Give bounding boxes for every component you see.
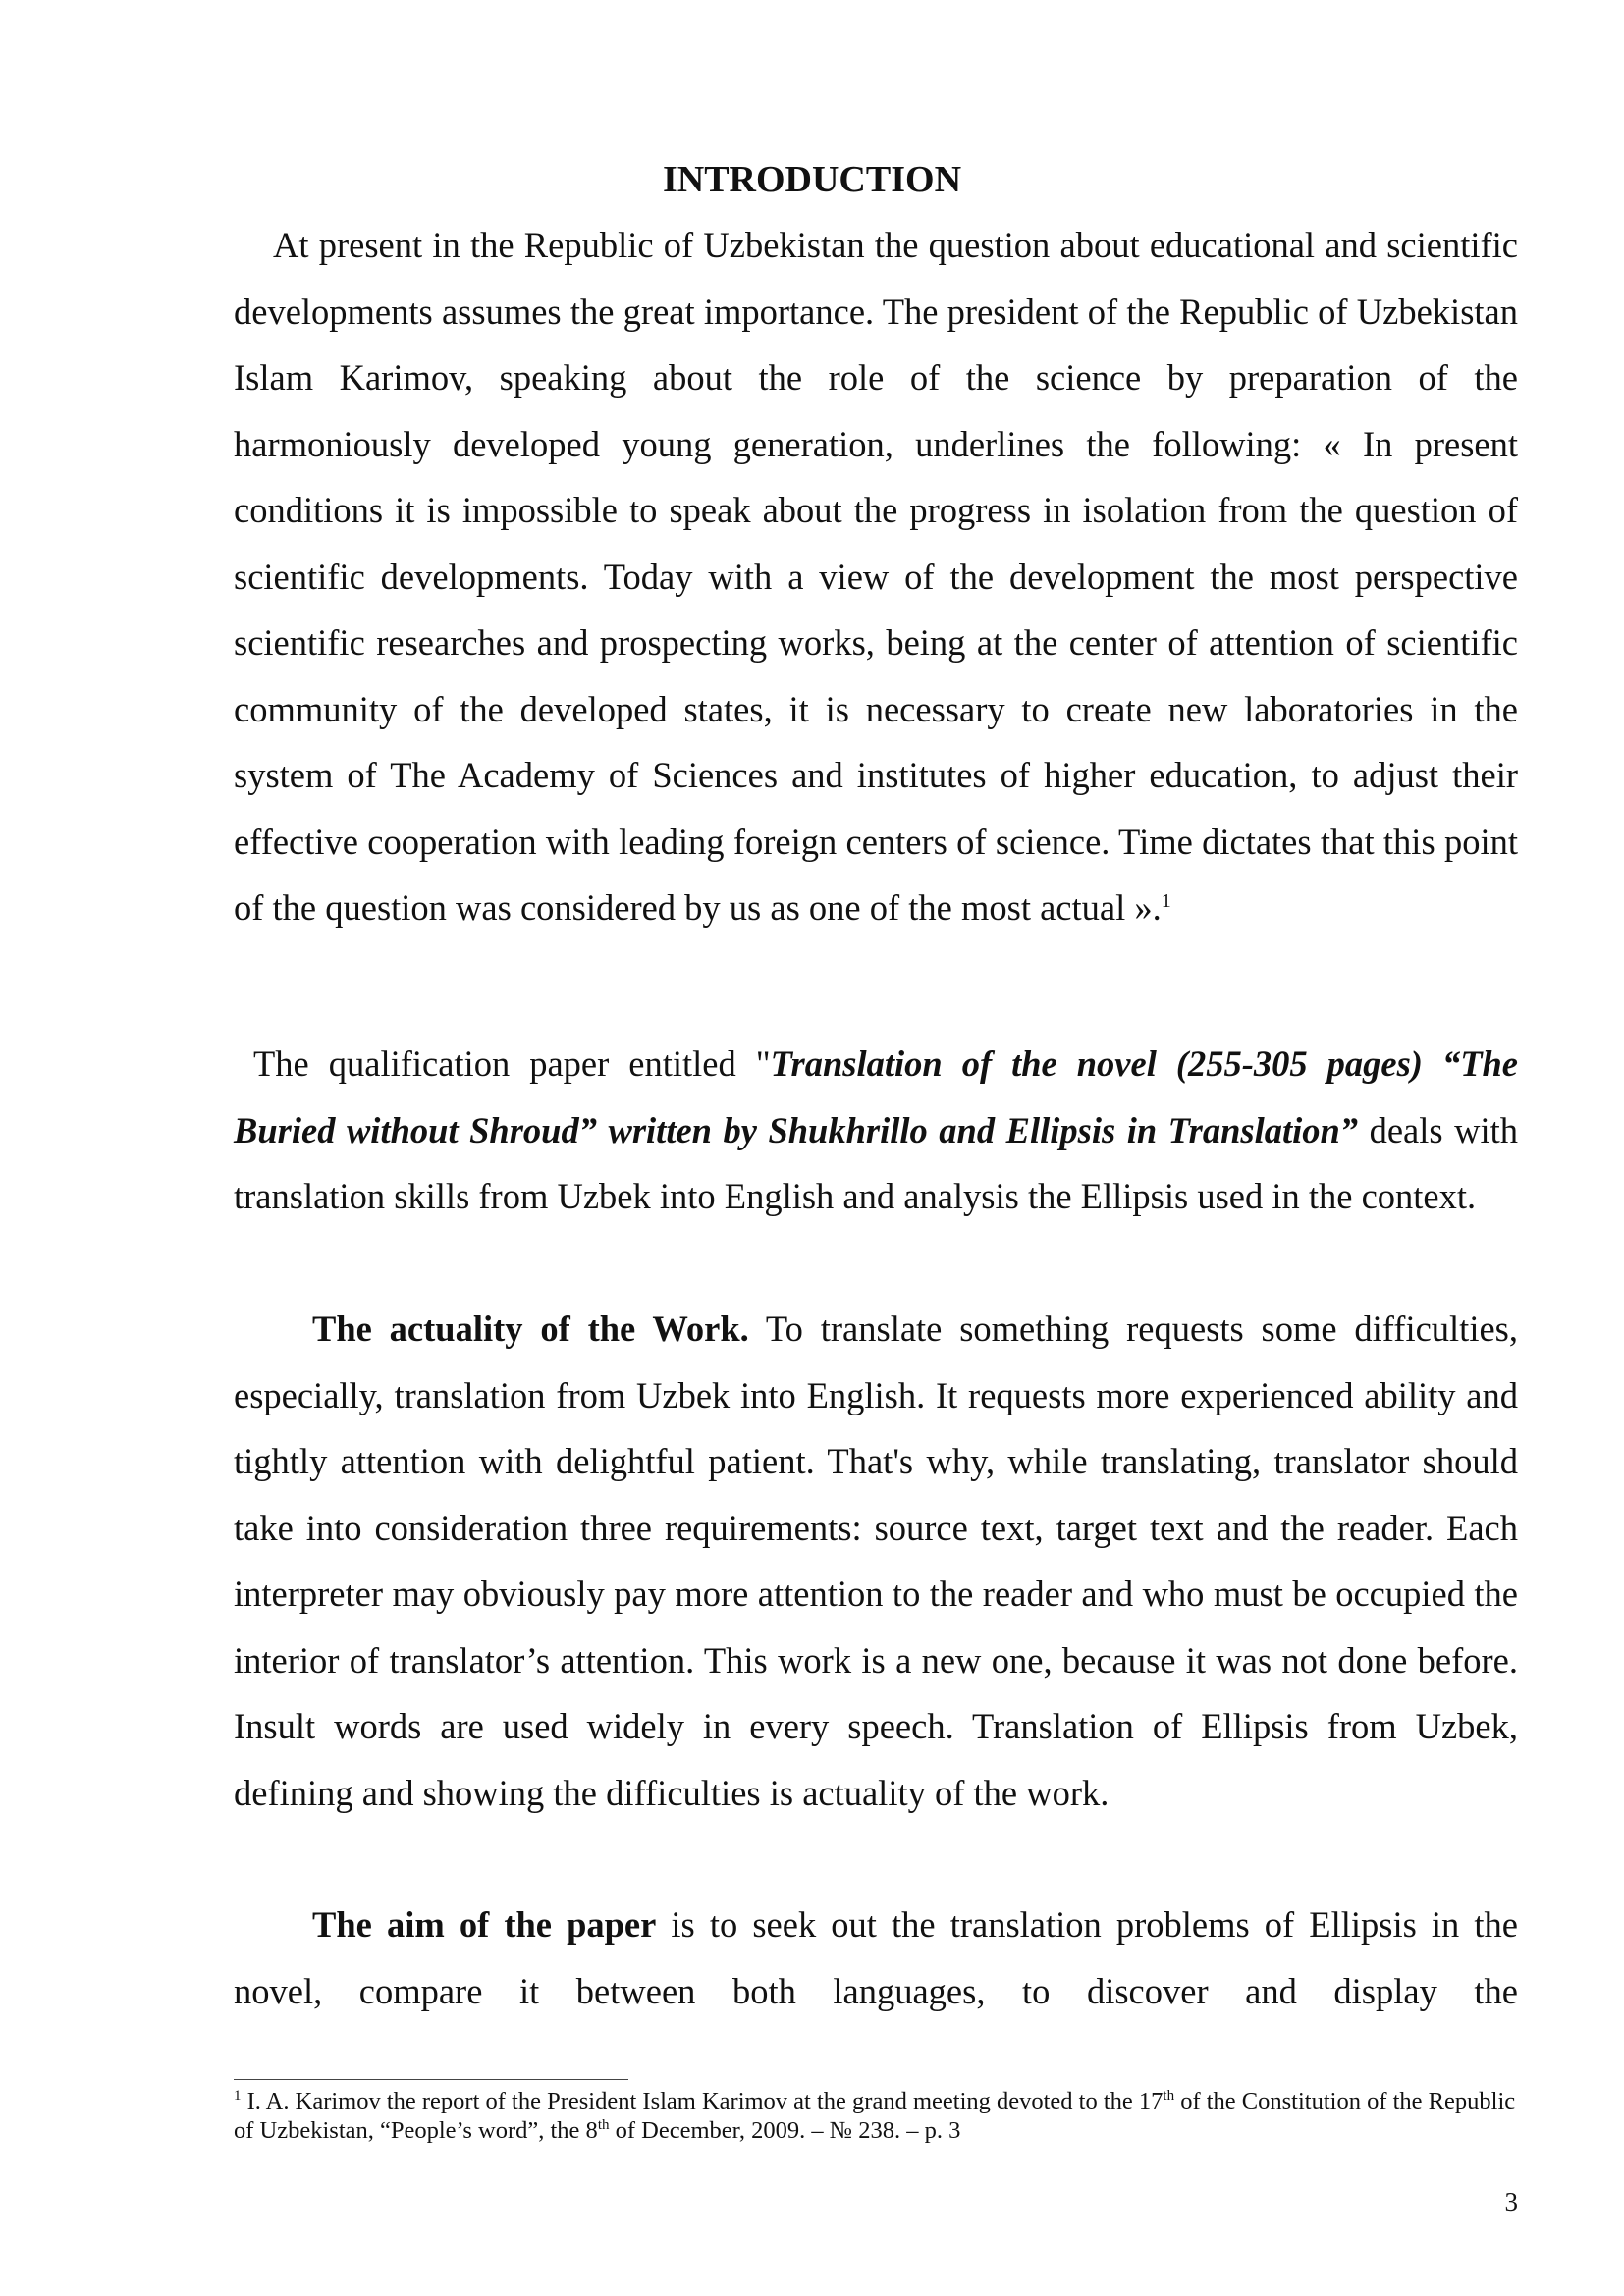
footnote-divider [234,2079,628,2080]
paragraph-intro [234,212,1518,941]
footnote-text-part1: I. A. Karimov the report of the President Islam Karimov at the grand meeting devoted to the 17 [241,2088,1164,2114]
paragraph-lead-text: The qualification paper entitled " [253,1043,771,1084]
paragraph-actuality [234,1296,1518,1826]
footnote-reference: 1 [1161,889,1171,912]
actuality-heading: The actuality of the Work. [312,1308,749,1349]
aim-heading: The aim of the paper [312,1904,657,1945]
actuality-text: To translate something requests some difficulties, especially, translation from Uzbek into English. It requests more experienced ability and tightly attention with delightful patient. That's why, while translating, translator should take into consideration three requirements: source text, target text and the reader. Each interpreter may obviously pay more attention to the reader and who must be occupied the interior of translator’s attention. This work is a new one, because it was not done before. Insult words are used widely in every speech. Translation of Ellipsis from Uzbek, defining and showing the difficulties is actuality of the work. [234,1308,1518,1813]
footnote-text-part3: of December, 2009. – № 238. – p. 3 [609,2117,961,2144]
page-heading: INTRODUCTION [662,159,962,200]
paragraph-qualification-paper [234,1031,1518,1230]
footnote-superscript-2: th [597,2116,610,2133]
footnote-superscript-1: th [1163,2087,1175,2104]
aim-text: is to seek out the translation problems of Ellipsis in the novel, compare it between both languages, to discover and display the [234,1904,1518,2011]
paper-title: Translation of the novel (255-305 pages) “The Buried without Shroud” written by Shukhrillo and Ellipsis in Translation” [234,1043,1518,1150]
footnote-mark: 1 [234,2087,242,2104]
paragraph-intro-text: At present in the Republic of Uzbekistan the question about educational and scientific developments assumes the great importance. The president of the Republic of Uzbekistan Islam Karimov, speaking about the role of the science by preparation of the harmoniously developed young generation, underlines the following: « In present conditions it is impossible to speak about the progress in isolation from the question of scientific developments. Today with a view of the development the most perspective scientific researches and prospecting works, being at the center of attention of scientific community of the developed states, it is necessary to create new laboratories in the system of The Academy of Sciences and institutes of higher education, to adjust their effective cooperation with leading foreign centers of science. Time dictates that this point of the question was considered by us as one of the most actual ». [234,225,1518,928]
paragraph-rest-text: deals with translation skills from Uzbek into English and analysis the Ellipsis used in the context. [234,1109,1518,1216]
page-number: 3 [1504,2187,1518,2216]
paragraph-aim [234,1892,1518,2024]
footnote [234,2087,1530,2146]
footnote-text-part2: of the Constitution of the Republic of Uzbekistan, “People’s word”, the 8 [234,2088,1516,2144]
